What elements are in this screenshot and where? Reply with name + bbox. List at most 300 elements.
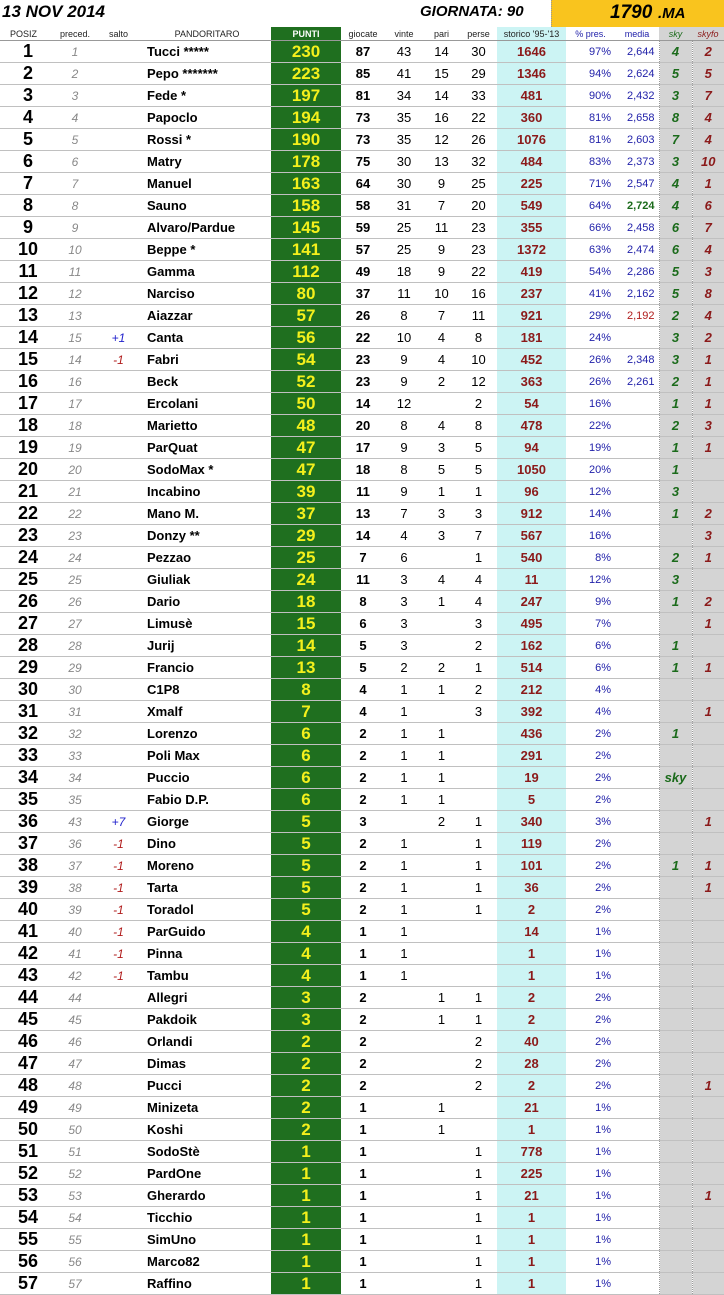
presence-cell: 41% (566, 283, 615, 305)
presence-cell: 4% (566, 679, 615, 701)
losses-cell: 1 (460, 1273, 497, 1295)
jump-cell (94, 85, 143, 107)
sky-cell (659, 1009, 692, 1031)
position-cell: 47 (0, 1053, 56, 1075)
wins-cell: 7 (385, 503, 423, 525)
wins-cell: 1 (385, 767, 423, 789)
draws-cell: 14 (423, 85, 460, 107)
losses-cell: 4 (460, 591, 497, 613)
skyfo-cell (692, 1009, 724, 1031)
historic-cell: 363 (497, 371, 566, 393)
jump-cell (94, 1075, 143, 1097)
position-cell: 46 (0, 1031, 56, 1053)
points-cell: 13 (271, 657, 341, 679)
historic-cell: 19 (497, 767, 566, 789)
played-cell: 2 (341, 1053, 385, 1075)
historic-cell: 484 (497, 151, 566, 173)
table-row (0, 1141, 724, 1163)
previous-position-cell: 17 (56, 393, 94, 415)
jump-cell (94, 371, 143, 393)
previous-position-cell: 47 (56, 1053, 94, 1075)
losses-cell: 2 (460, 1031, 497, 1053)
presence-cell: 1% (566, 1163, 615, 1185)
player-name-cell: Jurij (143, 635, 271, 657)
jump-cell (94, 217, 143, 239)
skyfo-cell (692, 789, 724, 811)
wins-cell: 43 (385, 41, 423, 63)
points-cell: 6 (271, 723, 341, 745)
position-cell: 28 (0, 635, 56, 657)
position-cell: 40 (0, 899, 56, 921)
historic-cell: 1346 (497, 63, 566, 85)
position-cell: 31 (0, 701, 56, 723)
table-row (0, 525, 724, 547)
wins-cell: 11 (385, 283, 423, 305)
col-header-giocate: giocate (341, 27, 385, 41)
presence-cell: 83% (566, 151, 615, 173)
table-row (0, 305, 724, 327)
draws-cell: 15 (423, 63, 460, 85)
table-row (0, 283, 724, 305)
player-name-cell: Tambu (143, 965, 271, 987)
points-cell: 39 (271, 481, 341, 503)
played-cell: 2 (341, 833, 385, 855)
jump-cell (94, 1031, 143, 1053)
historic-cell: 2 (497, 987, 566, 1009)
player-name-cell: Tarta (143, 877, 271, 899)
historic-cell: 237 (497, 283, 566, 305)
presence-cell: 12% (566, 569, 615, 591)
table-row (0, 921, 724, 943)
player-name-cell: Ticchio (143, 1207, 271, 1229)
wins-cell: 31 (385, 195, 423, 217)
previous-position-cell: 19 (56, 437, 94, 459)
draws-cell (423, 965, 460, 987)
skyfo-cell (692, 679, 724, 701)
jump-cell (94, 63, 143, 85)
losses-cell: 22 (460, 107, 497, 129)
historic-cell: 119 (497, 833, 566, 855)
average-cell (615, 767, 659, 789)
historic-cell: 1050 (497, 459, 566, 481)
previous-position-cell: 20 (56, 459, 94, 481)
position-cell: 48 (0, 1075, 56, 1097)
presence-cell: 29% (566, 305, 615, 327)
jump-cell (94, 657, 143, 679)
previous-position-cell: 57 (56, 1273, 94, 1295)
played-cell: 22 (341, 327, 385, 349)
sky-cell (659, 613, 692, 635)
average-cell: 2,547 (615, 173, 659, 195)
table-row (0, 701, 724, 723)
draws-cell: 1 (423, 1009, 460, 1031)
player-name-cell: Orlandi (143, 1031, 271, 1053)
jump-cell: -1 (94, 921, 143, 943)
previous-position-cell: 40 (56, 921, 94, 943)
points-cell: 47 (271, 437, 341, 459)
position-cell: 50 (0, 1119, 56, 1141)
draws-cell: 9 (423, 173, 460, 195)
played-cell: 13 (341, 503, 385, 525)
sky-cell: 1 (659, 855, 692, 877)
historic-cell: 1076 (497, 129, 566, 151)
table-row (0, 1053, 724, 1075)
position-cell: 49 (0, 1097, 56, 1119)
sky-cell (659, 1207, 692, 1229)
previous-position-cell: 35 (56, 789, 94, 811)
skyfo-cell (692, 899, 724, 921)
sky-cell: 8 (659, 107, 692, 129)
average-cell (615, 591, 659, 613)
losses-cell (460, 1119, 497, 1141)
points-cell: 48 (271, 415, 341, 437)
sky-cell: 1 (659, 723, 692, 745)
player-name-cell: Dimas (143, 1053, 271, 1075)
historic-cell: 40 (497, 1031, 566, 1053)
points-cell: 1 (271, 1185, 341, 1207)
jump-cell (94, 723, 143, 745)
average-cell: 2,603 (615, 129, 659, 151)
average-cell (615, 899, 659, 921)
played-cell: 1 (341, 1097, 385, 1119)
position-cell: 21 (0, 481, 56, 503)
presence-cell: 26% (566, 371, 615, 393)
average-cell (615, 921, 659, 943)
player-name-cell: Giorge (143, 811, 271, 833)
player-name-cell: Donzy ** (143, 525, 271, 547)
presence-cell: 2% (566, 877, 615, 899)
played-cell: 11 (341, 569, 385, 591)
previous-position-cell: 44 (56, 987, 94, 1009)
losses-cell: 1 (460, 657, 497, 679)
position-cell: 11 (0, 261, 56, 283)
points-cell: 8 (271, 679, 341, 701)
losses-cell (460, 789, 497, 811)
played-cell: 26 (341, 305, 385, 327)
presence-cell: 1% (566, 1119, 615, 1141)
losses-cell: 1 (460, 811, 497, 833)
losses-cell (460, 745, 497, 767)
skyfo-cell: 7 (692, 217, 724, 239)
table-row (0, 503, 724, 525)
points-cell: 6 (271, 745, 341, 767)
jump-cell (94, 129, 143, 151)
jump-cell (94, 613, 143, 635)
historic-cell: 1 (497, 1207, 566, 1229)
table-row (0, 107, 724, 129)
losses-cell: 1 (460, 833, 497, 855)
average-cell: 2,162 (615, 283, 659, 305)
previous-position-cell: 46 (56, 1031, 94, 1053)
wins-cell: 25 (385, 217, 423, 239)
presence-cell: 1% (566, 1097, 615, 1119)
points-cell: 5 (271, 855, 341, 877)
points-cell: 50 (271, 393, 341, 415)
historic-cell: 912 (497, 503, 566, 525)
played-cell: 1 (341, 1119, 385, 1141)
average-cell (615, 723, 659, 745)
previous-position-cell: 53 (56, 1185, 94, 1207)
draws-cell: 3 (423, 437, 460, 459)
table-row (0, 1185, 724, 1207)
sky-cell (659, 1251, 692, 1273)
wins-cell (385, 1273, 423, 1295)
draws-cell (423, 921, 460, 943)
jump-cell (94, 261, 143, 283)
table-row (0, 657, 724, 679)
col-header-sky: sky (659, 27, 692, 41)
draws-cell: 1 (423, 1097, 460, 1119)
jump-cell: -1 (94, 943, 143, 965)
table-row (0, 1273, 724, 1295)
jump-cell (94, 525, 143, 547)
position-cell: 9 (0, 217, 56, 239)
sky-cell (659, 965, 692, 987)
points-cell: 1 (271, 1163, 341, 1185)
average-cell: 2,373 (615, 151, 659, 173)
position-cell: 15 (0, 349, 56, 371)
wins-cell: 9 (385, 371, 423, 393)
played-cell: 4 (341, 679, 385, 701)
previous-position-cell: 30 (56, 679, 94, 701)
average-cell: 2,261 (615, 371, 659, 393)
table-row (0, 789, 724, 811)
presence-cell: 14% (566, 503, 615, 525)
jump-cell (94, 1273, 143, 1295)
sky-cell: 5 (659, 261, 692, 283)
average-cell (615, 1053, 659, 1075)
historic-cell: 1 (497, 943, 566, 965)
sky-cell (659, 899, 692, 921)
historic-cell: 2 (497, 1075, 566, 1097)
jump-cell (94, 415, 143, 437)
wins-cell: 1 (385, 877, 423, 899)
player-name-cell: Pakdoik (143, 1009, 271, 1031)
losses-cell: 1 (460, 1207, 497, 1229)
col-header-punti: PUNTI (271, 27, 341, 41)
sky-cell (659, 1053, 692, 1075)
draws-cell: 1 (423, 767, 460, 789)
jump-cell (94, 1097, 143, 1119)
played-cell: 1 (341, 943, 385, 965)
position-cell: 6 (0, 151, 56, 173)
player-name-cell: Puccio (143, 767, 271, 789)
previous-position-cell: 21 (56, 481, 94, 503)
average-cell (615, 481, 659, 503)
presence-cell: 9% (566, 591, 615, 613)
draws-cell: 9 (423, 261, 460, 283)
jump-cell (94, 283, 143, 305)
wins-cell: 8 (385, 415, 423, 437)
historic-cell: 247 (497, 591, 566, 613)
played-cell: 1 (341, 1251, 385, 1273)
table-row (0, 327, 724, 349)
position-cell: 10 (0, 239, 56, 261)
losses-cell: 1 (460, 481, 497, 503)
presence-cell: 2% (566, 1075, 615, 1097)
wins-cell (385, 811, 423, 833)
presence-cell: 2% (566, 1053, 615, 1075)
previous-position-cell: 36 (56, 833, 94, 855)
jump-cell (94, 459, 143, 481)
previous-position-cell: 42 (56, 965, 94, 987)
average-cell (615, 525, 659, 547)
historic-cell: 2 (497, 899, 566, 921)
average-cell (615, 613, 659, 635)
skyfo-cell (692, 459, 724, 481)
points-cell: 47 (271, 459, 341, 481)
wins-cell: 25 (385, 239, 423, 261)
points-cell: 112 (271, 261, 341, 283)
average-cell: 2,192 (615, 305, 659, 327)
historic-cell: 436 (497, 723, 566, 745)
presence-cell: 2% (566, 833, 615, 855)
skyfo-cell (692, 987, 724, 1009)
player-name-cell: Koshi (143, 1119, 271, 1141)
jump-cell (94, 679, 143, 701)
average-cell (615, 459, 659, 481)
average-cell (615, 877, 659, 899)
played-cell: 8 (341, 591, 385, 613)
jump-cell (94, 173, 143, 195)
played-cell: 17 (341, 437, 385, 459)
sky-cell (659, 1075, 692, 1097)
historic-cell: 478 (497, 415, 566, 437)
skyfo-cell: 6 (692, 195, 724, 217)
col-header-pari: pari (423, 27, 460, 41)
draws-cell: 1 (423, 789, 460, 811)
average-cell (615, 503, 659, 525)
skyfo-cell: 4 (692, 129, 724, 151)
jump-cell (94, 789, 143, 811)
skyfo-cell (692, 723, 724, 745)
played-cell: 75 (341, 151, 385, 173)
player-name-cell: Alvaro/Pardue (143, 217, 271, 239)
points-cell: 5 (271, 811, 341, 833)
historic-cell: 392 (497, 701, 566, 723)
points-cell: 5 (271, 877, 341, 899)
table-row (0, 129, 724, 151)
jump-cell: -1 (94, 349, 143, 371)
played-cell: 1 (341, 921, 385, 943)
wins-cell: 4 (385, 525, 423, 547)
average-cell (615, 943, 659, 965)
historic-cell: 54 (497, 393, 566, 415)
draws-cell: 7 (423, 195, 460, 217)
col-header-storico: storico '95-'13 (497, 27, 566, 41)
sky-cell (659, 1185, 692, 1207)
losses-cell: 12 (460, 371, 497, 393)
played-cell: 23 (341, 349, 385, 371)
points-cell: 3 (271, 987, 341, 1009)
report-date: 13 NOV 2014 (2, 2, 106, 21)
points-cell: 178 (271, 151, 341, 173)
position-cell: 54 (0, 1207, 56, 1229)
played-cell: 2 (341, 745, 385, 767)
position-cell: 29 (0, 657, 56, 679)
wins-cell: 3 (385, 635, 423, 657)
wins-cell: 1 (385, 723, 423, 745)
previous-position-cell: 48 (56, 1075, 94, 1097)
draws-cell: 3 (423, 525, 460, 547)
player-name-cell: C1P8 (143, 679, 271, 701)
average-cell (615, 679, 659, 701)
losses-cell (460, 921, 497, 943)
table-row (0, 833, 724, 855)
wins-cell (385, 1251, 423, 1273)
points-cell: 141 (271, 239, 341, 261)
previous-position-cell: 8 (56, 195, 94, 217)
table-row (0, 217, 724, 239)
played-cell: 57 (341, 239, 385, 261)
jump-cell (94, 305, 143, 327)
jump-cell (94, 107, 143, 129)
jump-cell (94, 503, 143, 525)
jump-cell (94, 701, 143, 723)
wins-cell: 18 (385, 261, 423, 283)
ma-suffix: .MA (658, 5, 686, 22)
presence-cell: 2% (566, 855, 615, 877)
position-cell: 13 (0, 305, 56, 327)
sky-cell: 7 (659, 129, 692, 151)
table-row (0, 965, 724, 987)
player-name-cell: Rossi * (143, 129, 271, 151)
sky-cell (659, 987, 692, 1009)
points-cell: 4 (271, 965, 341, 987)
historic-cell: 225 (497, 173, 566, 195)
presence-cell: 19% (566, 437, 615, 459)
sky-cell (659, 1141, 692, 1163)
sky-cell: 1 (659, 635, 692, 657)
wins-cell: 9 (385, 349, 423, 371)
points-cell: 194 (271, 107, 341, 129)
losses-cell: 25 (460, 173, 497, 195)
sky-cell: 2 (659, 371, 692, 393)
position-cell: 7 (0, 173, 56, 195)
previous-position-cell: 50 (56, 1119, 94, 1141)
sky-cell: 4 (659, 41, 692, 63)
wins-cell: 1 (385, 679, 423, 701)
average-cell: 2,724 (615, 195, 659, 217)
losses-cell: 1 (460, 1185, 497, 1207)
played-cell: 73 (341, 107, 385, 129)
previous-position-cell: 33 (56, 745, 94, 767)
sky-cell: 4 (659, 173, 692, 195)
player-name-cell: Manuel (143, 173, 271, 195)
historic-cell: 225 (497, 1163, 566, 1185)
points-cell: 158 (271, 195, 341, 217)
draws-cell: 4 (423, 327, 460, 349)
skyfo-cell (692, 833, 724, 855)
previous-position-cell: 54 (56, 1207, 94, 1229)
presence-cell: 64% (566, 195, 615, 217)
draws-cell: 1 (423, 987, 460, 1009)
presence-cell: 71% (566, 173, 615, 195)
wins-cell: 1 (385, 921, 423, 943)
wins-cell: 30 (385, 173, 423, 195)
points-cell: 14 (271, 635, 341, 657)
average-cell (615, 701, 659, 723)
skyfo-cell: 1 (692, 855, 724, 877)
sky-cell: 3 (659, 569, 692, 591)
losses-cell: 23 (460, 217, 497, 239)
player-name-cell: Francio (143, 657, 271, 679)
draws-cell (423, 855, 460, 877)
table-row (0, 437, 724, 459)
position-cell: 20 (0, 459, 56, 481)
historic-cell: 1 (497, 1251, 566, 1273)
ma-value: 1790 (610, 2, 653, 23)
